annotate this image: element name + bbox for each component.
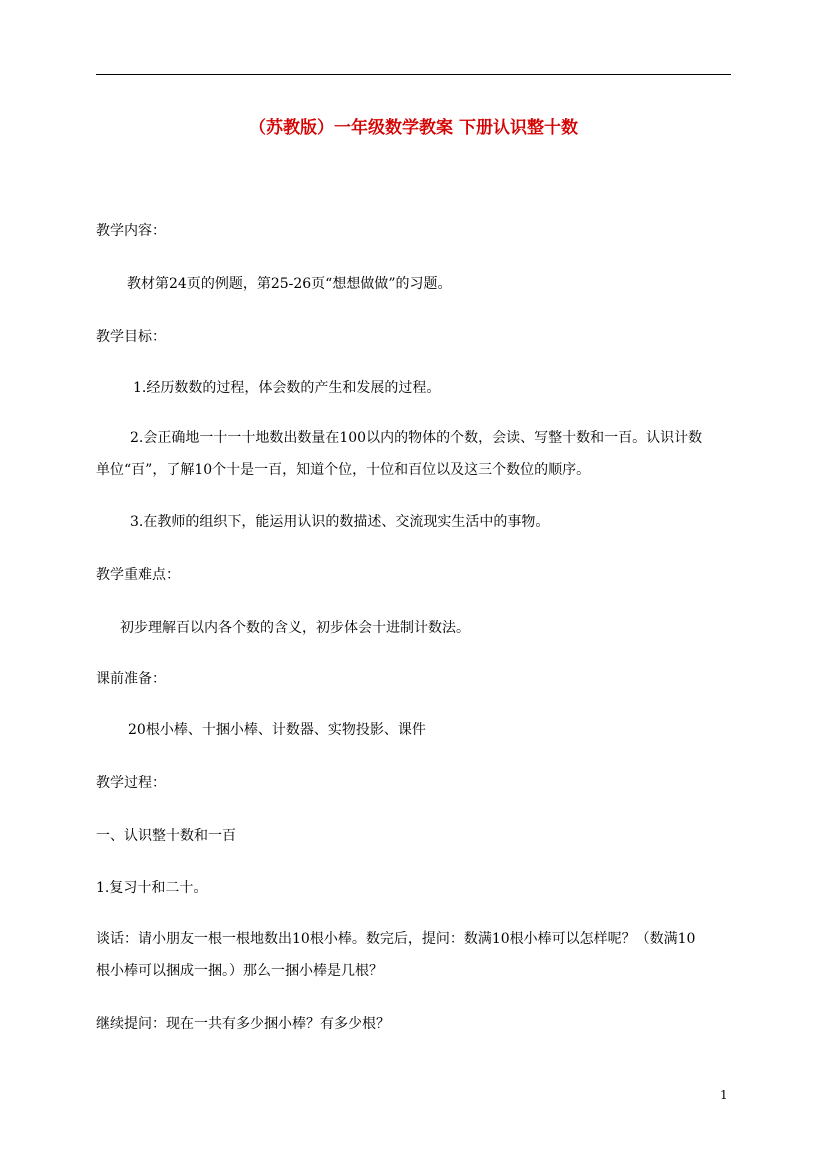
dialogue-line-1: 谈话：请小朋友一根一根地数出10根小棒。数完后，提问：数满10根小棒可以怎样呢？（数满10 <box>96 931 696 947</box>
process-label: 教学过程： <box>96 775 166 791</box>
goal-3: 3.在教师的组织下，能运用认识的数描述、交流现实生活中的事物。 <box>130 514 550 530</box>
preparation-text: 20根小棒、十捆小棒、计数器、实物投影、课件 <box>128 722 426 738</box>
goal-2-line-1: 2.会正确地一十一十地数出数量在100以内的物体的个数，会读、写整十数和一百。认识计数 <box>130 430 703 446</box>
goal-1: 1.经历数数的过程，体会数的产生和发展的过程。 <box>133 380 441 396</box>
page-number: 1 <box>720 1088 728 1102</box>
teaching-content-text: 教材第24页的例题，第25-26页“想想做做”的习题。 <box>127 276 452 292</box>
step-1: 1.复习十和二十。 <box>96 880 208 896</box>
preparation-label: 课前准备： <box>96 671 166 687</box>
header-rule <box>96 74 731 75</box>
dialogue-line-2: 根小棒可以捆成一捆。）那么一捆小棒是几根？ <box>96 963 383 979</box>
key-points-text: 初步理解百以内各个数的含义，初步体会十进制计数法。 <box>120 620 470 636</box>
teaching-content-label: 教学内容： <box>96 223 166 239</box>
section-1-heading: 一、认识整十数和一百 <box>96 828 236 844</box>
goal-2-line-2: 单位“百”，了解10个十是一百，知道个位，十位和百位以及这三个数位的顺序。 <box>96 462 591 478</box>
followup-question: 继续提问：现在一共有多少捆小棒？有多少根？ <box>96 1016 390 1032</box>
key-points-label: 教学重难点： <box>96 567 180 583</box>
document-title: （苏教版）一年级数学教案 下册认识整十数 <box>249 118 578 138</box>
teaching-goals-label: 教学目标： <box>96 329 166 345</box>
